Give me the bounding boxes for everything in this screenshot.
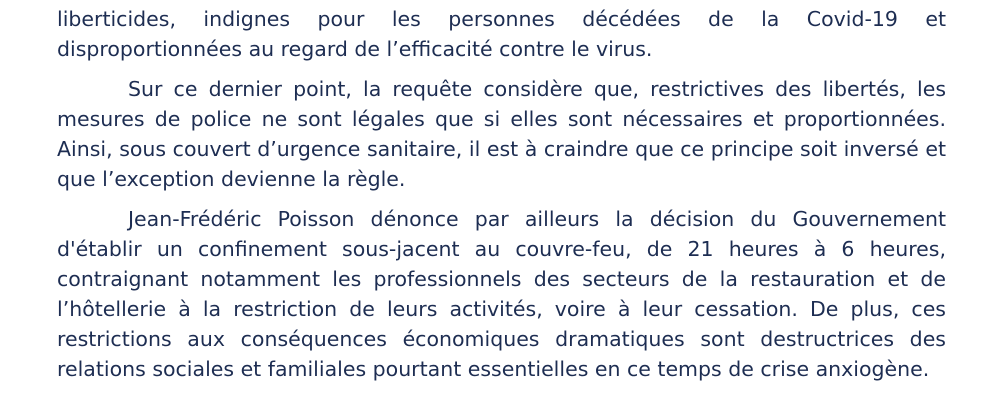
paragraph-poisson: Jean-Frédéric Poisson dénonce par ailleurs la décision du Gouvernement d'établir un confinement sous-jacent au couvre-feu, de 21 heures à 6 heures, contraignant notamment les professionnels des secteurs de la restauration et de l’hôtellerie à la restriction de leurs activités, voire à leur cessation. De plus, ces restrictions aux conséquences économiques dramatiques sont destructrices des relations sociales et familiales pourtant essentielles en ce temps de crise anxiogène.	[57, 207, 946, 381]
paragraph-continuation: liberticides, indignes pour les personnes décédées de la Covid-19 et disproportionnées au regard de l’efficacité contre le virus.	[57, 7, 946, 61]
paragraph-requete: Sur ce dernier point, la requête considère que, restrictives des libertés, les mesures de police ne sont légales que si elles sont nécessaires et proportionnées. Ainsi, sous couvert d’urgence sanitaire, il est à craindre que ce principe soit inversé et que l’exception devienne la règle.	[57, 77, 946, 191]
